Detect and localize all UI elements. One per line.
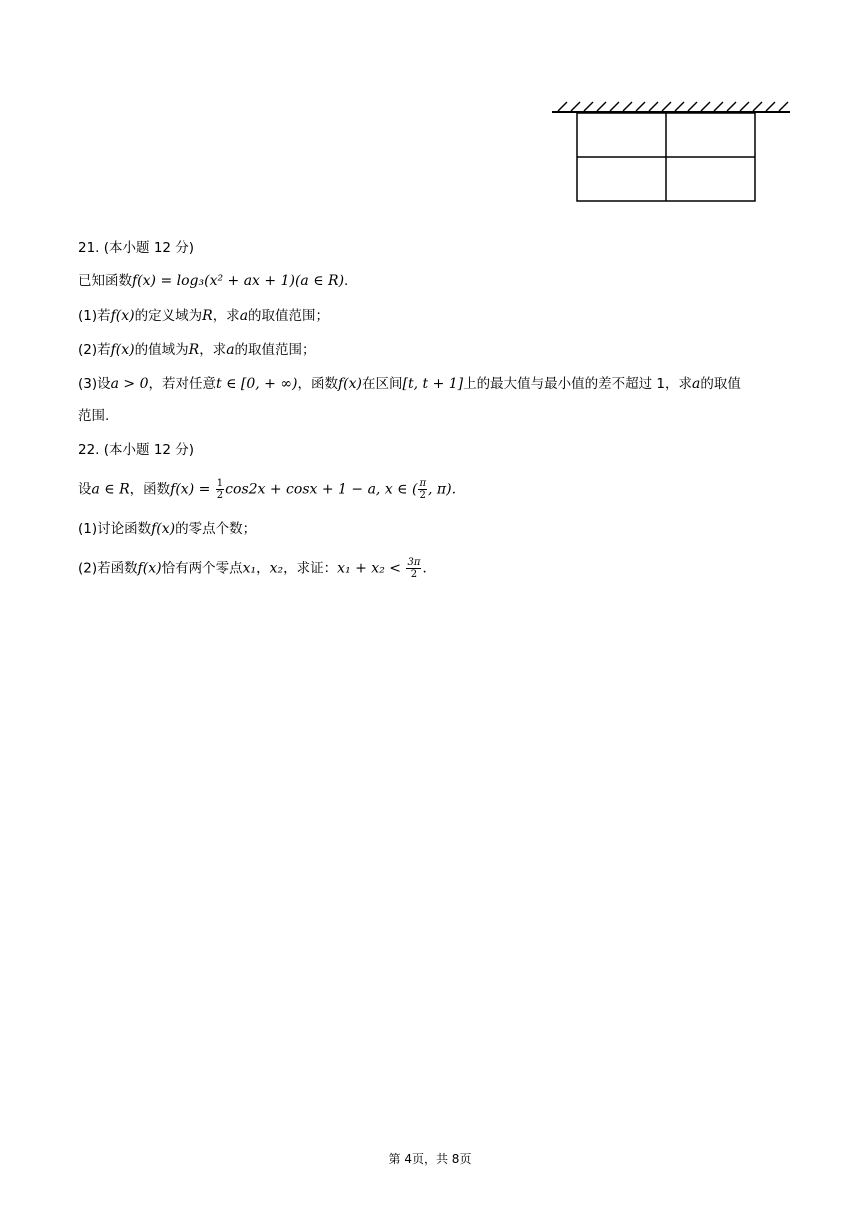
page-footer	[0, 1150, 860, 1167]
ceiling-hatch-mark	[766, 102, 775, 111]
three-pi-over-two-fraction: $\frac{3\pi}{2}$	[407, 557, 421, 580]
page-number: 第 4页，共 8页	[388, 1152, 472, 1166]
q21-part1: (1)若f(x)的定义域为R，求a的取值范围；	[78, 308, 330, 324]
ceiling-hatch-mark	[701, 102, 710, 111]
one-half-fraction: $\frac{1}{2}$	[216, 478, 224, 501]
q21-part3-continued: 范围.	[78, 408, 110, 424]
ceiling-hatch-mark	[623, 102, 632, 111]
ceiling-hatch-mark	[558, 102, 567, 111]
q21-part3: (3)设a > 0，若对任意t ∈ [0, + ∞)，函数f(x)在区间[t, t + 1]上的最大值与最小值的差不超过 1，求a的取值	[78, 376, 741, 392]
ceiling-hatch-mark	[610, 102, 619, 111]
q22-header: 22. (本小题 12 分)	[78, 442, 195, 458]
ceiling-hatch-mark	[779, 102, 788, 111]
ceiling-hatch-mark	[753, 102, 762, 111]
q22-part2: (2)若函数f(x)恰有两个零点x₁，x₂，求证：x₁ + x₂ < $\frac{3\pi}{2}$ .	[78, 557, 427, 580]
ceiling-hatch-mark	[649, 102, 658, 111]
ceiling-hatch-mark	[584, 102, 593, 111]
ceiling-hatch-mark	[675, 102, 684, 111]
q21-stem-formula: f(x) = log₃(x² + ax + 1)(a ∈ R)	[132, 273, 345, 289]
ceiling-hatch-mark	[727, 102, 736, 111]
ceiling-hatch-mark	[688, 102, 697, 111]
q22-stem: 设a ∈ R，函数f(x) = $\frac{1}{2}$ cos2x + cosx + 1 − a, x ∈ ( $\frac{\pi}{2}$ , π).	[78, 478, 457, 501]
ceiling-hatch-mark	[597, 102, 606, 111]
pi-over-two-fraction: $\frac{\pi}{2}$	[419, 478, 427, 501]
q21-header: 21. (本小题 12 分)	[78, 240, 195, 256]
q21-part2: (2)若f(x)的值域为R，求a的取值范围；	[78, 342, 316, 358]
ceiling-hatch-mark	[571, 102, 580, 111]
ceiling-hatch-mark	[636, 102, 645, 111]
ceiling-hatch-mark	[662, 102, 671, 111]
ceiling-grid-figure	[0, 0, 860, 220]
q22-part1: (1)讨论函数f(x)的零点个数；	[78, 521, 257, 537]
ceiling-hatch-mark	[740, 102, 749, 111]
q21-stem: 已知函数f(x) = log₃(x² + ax + 1)(a ∈ R).	[78, 273, 349, 289]
ceiling-hatch-mark	[714, 102, 723, 111]
